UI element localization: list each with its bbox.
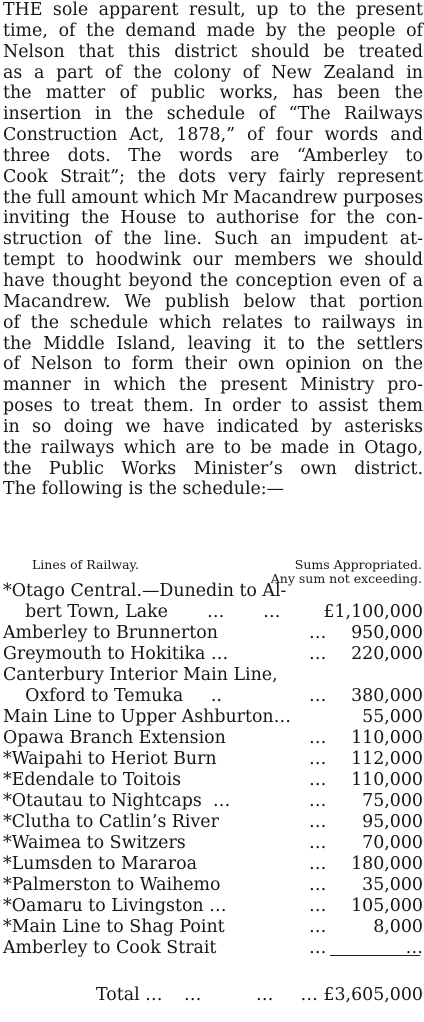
total-leader-dots: … (256, 985, 274, 1005)
railway-line-name: *Waimea to Switzers (3, 833, 186, 853)
schedule-row (3, 749, 423, 770)
leader-dots: … (309, 749, 327, 769)
total-leader-dots: … (184, 985, 202, 1005)
appropriated-sum: … (405, 938, 423, 958)
article-line: the Public Works Minister’s own district. (3, 458, 423, 479)
article-line: Cook Strait”; the dots very fairly represent (3, 166, 423, 187)
appropriated-sum: 110,000 (351, 770, 423, 790)
schedule-row (3, 644, 423, 665)
total-amount: … £3,605,000 (300, 985, 423, 1005)
railway-line-name: Amberley to Cook Strait (3, 938, 217, 958)
article-line: THE sole apparent result, up to the present (3, 0, 423, 20)
railway-line-name: Oxford to Temuka .. (3, 686, 222, 706)
article-line: as a part of the colony of New Zealand in (3, 62, 423, 83)
article-line: struction of the line. Such an impudent at- (3, 229, 423, 250)
railway-line-name: *Lumsden to Mararoa (3, 854, 198, 874)
railway-line-name: Main Line to Upper Ashburton… (3, 707, 292, 727)
article-line: The following is the schedule:— (3, 479, 285, 500)
article-line: poses to treat them. In order to assist them (3, 396, 423, 417)
leader-dots: … (309, 875, 327, 895)
appropriated-sum: 110,000 (351, 728, 423, 748)
leader-dots: … (309, 644, 327, 664)
schedule-row (3, 602, 423, 623)
railway-line-name: *Oamaru to Livingston … (3, 896, 227, 916)
railway-line-name: Amberley to Brunnerton (3, 623, 218, 643)
schedule-row (3, 896, 423, 917)
appropriated-sum: 70,000 (362, 833, 423, 853)
appropriated-sum: £1,100,000 (323, 602, 423, 622)
schedule-row (3, 833, 423, 854)
leader-dots: … (309, 686, 327, 706)
article-paragraph (3, 0, 423, 500)
article-line: manner in which the present Ministry pro- (3, 375, 423, 396)
article-line: the full amount which Mr Macandrew purposes (3, 187, 424, 208)
railway-line-name: *Palmerston to Waihemo (3, 875, 221, 895)
article-line: of the schedule which relates to railways in (3, 312, 423, 333)
leader-dots: … (309, 917, 327, 937)
schedule-header-sums-line-2: Any sum not exceeding. (270, 571, 422, 586)
leader-dots: … … (207, 602, 281, 622)
railway-line-name: Canterbury Interior Main Line, (3, 665, 278, 685)
article-line: the railways which are to be made in Otago, (3, 437, 423, 458)
schedule-row (3, 581, 423, 602)
schedule-row (3, 770, 423, 791)
schedule-row (3, 707, 423, 728)
article-line: insertion in the schedule of “The Railways (3, 104, 423, 125)
schedule-row (3, 812, 423, 833)
leader-dots: … (309, 896, 327, 916)
railway-line-name: *Waipahi to Heriot Burn (3, 749, 217, 769)
railway-line-name: *Otautau to Nightcaps … (3, 791, 231, 811)
article-line: the Middle Island, leaving it to the settlers (3, 333, 423, 354)
schedule-header-sums-line-1: Sums Appropriated. (294, 557, 422, 572)
leader-dots: … (309, 728, 327, 748)
appropriated-sum: 112,000 (351, 749, 423, 769)
leader-dots: … (309, 623, 327, 643)
railway-line-name: *Main Line to Shag Point (3, 917, 225, 937)
appropriated-sum: 950,000 (351, 623, 423, 643)
leader-dots: … (309, 812, 327, 832)
leader-dots: … (309, 791, 327, 811)
article-line: tempt to hoodwink our members we should (3, 250, 423, 271)
schedule-row (3, 917, 423, 938)
leader-dots: … (309, 833, 327, 853)
schedule-header-lines: Lines of Railway. (32, 557, 139, 572)
article-line: Macandrew. We publish below that portion (3, 291, 423, 312)
article-line: the matter of public works, has been the (3, 83, 423, 104)
appropriated-sum: 8,000 (373, 917, 423, 937)
appropriated-sum: 220,000 (351, 644, 423, 664)
appropriated-sum: 35,000 (362, 875, 423, 895)
schedule-row (3, 728, 423, 749)
schedule-total-row (96, 985, 423, 1006)
article-line: inviting the House to authorise for the con- (3, 208, 423, 229)
appropriated-sum: 55,000 (362, 707, 423, 727)
schedule-row (3, 686, 423, 707)
appropriated-sum: 75,000 (362, 791, 423, 811)
appropriated-sum: 105,000 (351, 896, 423, 916)
leader-dots: … (309, 770, 327, 790)
schedule-row (3, 791, 423, 812)
article-line: time, of the demand made by the people of (3, 20, 423, 41)
railway-line-name: *Edendale to Toitois (3, 770, 182, 790)
railway-line-name: Greymouth to Hokitika … (3, 644, 229, 664)
schedule-row (3, 665, 423, 686)
article-line: in so doing we have indicated by asterisks (3, 416, 423, 437)
leader-dots: … (309, 938, 327, 958)
article-line: of Nelson to form their own opinion on the (3, 354, 423, 375)
article-line: three dots. The words are “Amberley to (3, 145, 423, 166)
article-line: Construction Act, 1878,” of four words and (3, 125, 423, 146)
schedule-row (3, 623, 423, 644)
railway-line-name: Opawa Branch Extension (3, 728, 226, 748)
railway-line-name: *Otago Central.—Dunedin to Al- (3, 581, 287, 601)
article-line: Nelson that this district should be treated (3, 41, 423, 62)
leader-dots: … (309, 854, 327, 874)
total-label: Total … (96, 985, 163, 1005)
article-line: have thought beyond the conception even of a (3, 270, 423, 291)
schedule-row (3, 854, 423, 875)
railway-line-name: bert Town, Lake (3, 602, 168, 622)
total-rule (330, 955, 420, 956)
schedule-table (3, 581, 423, 959)
appropriated-sum: 180,000 (351, 854, 423, 874)
appropriated-sum: 380,000 (351, 686, 423, 706)
schedule-row (3, 875, 423, 896)
railway-line-name: *Clutha to Catlin’s River (3, 812, 219, 832)
appropriated-sum: 95,000 (362, 812, 423, 832)
